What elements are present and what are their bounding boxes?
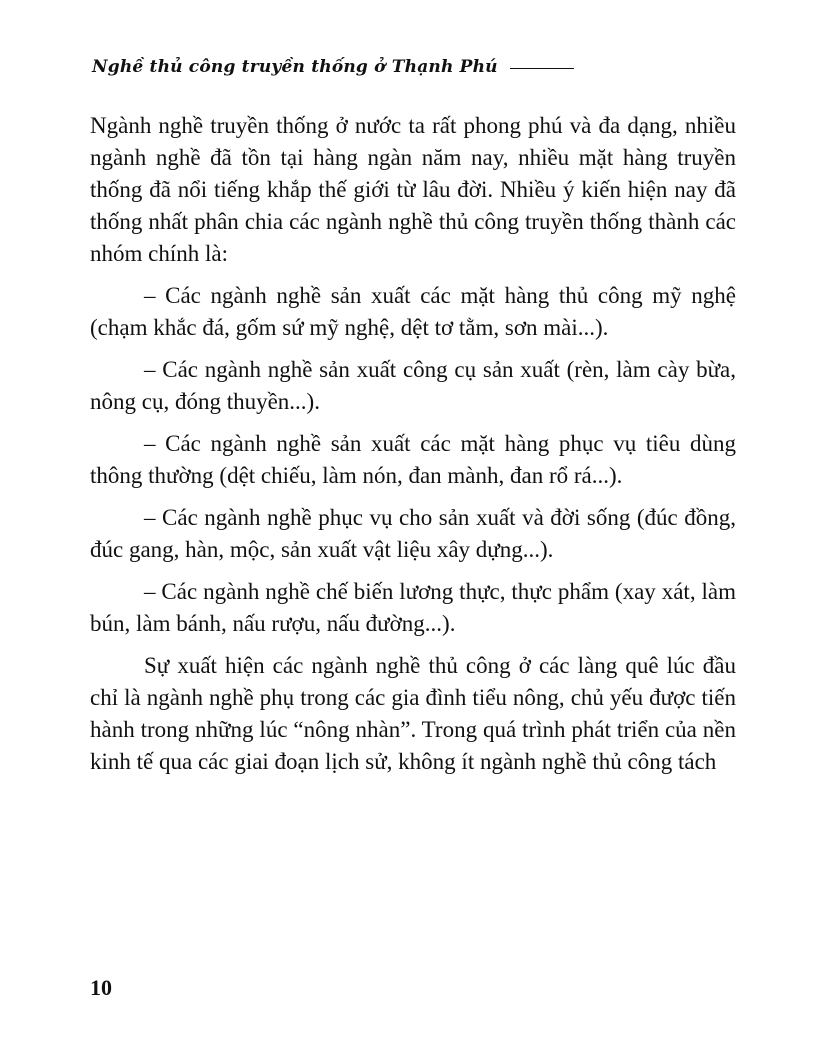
running-header	[92, 57, 574, 77]
list-item-tools: – Các ngành nghề sản xuất công cụ sản xuất (rèn, làm cày bừa, nông cụ, đóng thuyền...).	[90, 357, 736, 414]
header-rule	[510, 68, 574, 69]
list-item-food-processing: – Các ngành nghề chế biến lương thực, thực phẩm (xay xát, làm bún, làm bánh, nấu rượu, nấu đường...).	[90, 579, 736, 636]
page-number: 10	[90, 975, 112, 1000]
closing-paragraph: Sự xuất hiện các ngành nghề thủ công ở các làng quê lúc đầu chỉ là ngành nghề phụ trong các gia đình tiểu nông, chủ yếu được tiến hành trong những lúc “nông nhàn”. Trong quá trình phát triển của nền kinh tế qua các giai đoạn lịch sử, không ít ngành nghề thủ công tách	[90, 653, 736, 774]
list-item-handicraft: – Các ngành nghề sản xuất các mặt hàng thủ công mỹ nghệ (chạm khắc đá, gốm sứ mỹ nghệ, dệt tơ tằm, sơn mài...).	[90, 283, 736, 340]
intro-paragraph: Ngành nghề truyền thống ở nước ta rất phong phú và đa dạng, nhiều ngành nghề đã tồn tại hàng ngàn năm nay, nhiều mặt hàng truyền thống đã nổi tiếng khắp thế giới từ lâu đời. Nhiều ý kiến hiện nay đã thống nhất phân chia các ngành nghề thủ công truyền thống thành các nhóm chính là:	[90, 113, 736, 266]
list-item-consumer-goods: – Các ngành nghề sản xuất các mặt hàng phục vụ tiêu dùng thông thường (dệt chiếu, làm nón, đan mành, đan rổ rá...).	[90, 431, 736, 488]
list-item-production-services: – Các ngành nghề phục vụ cho sản xuất và đời sống (đúc đồng, đúc gang, hàn, mộc, sản xuất vật liệu xây dựng...).	[90, 505, 736, 562]
body-text	[90, 110, 736, 778]
running-header-title: Nghề thủ công truyền thống ở Thạnh Phú	[92, 57, 498, 77]
